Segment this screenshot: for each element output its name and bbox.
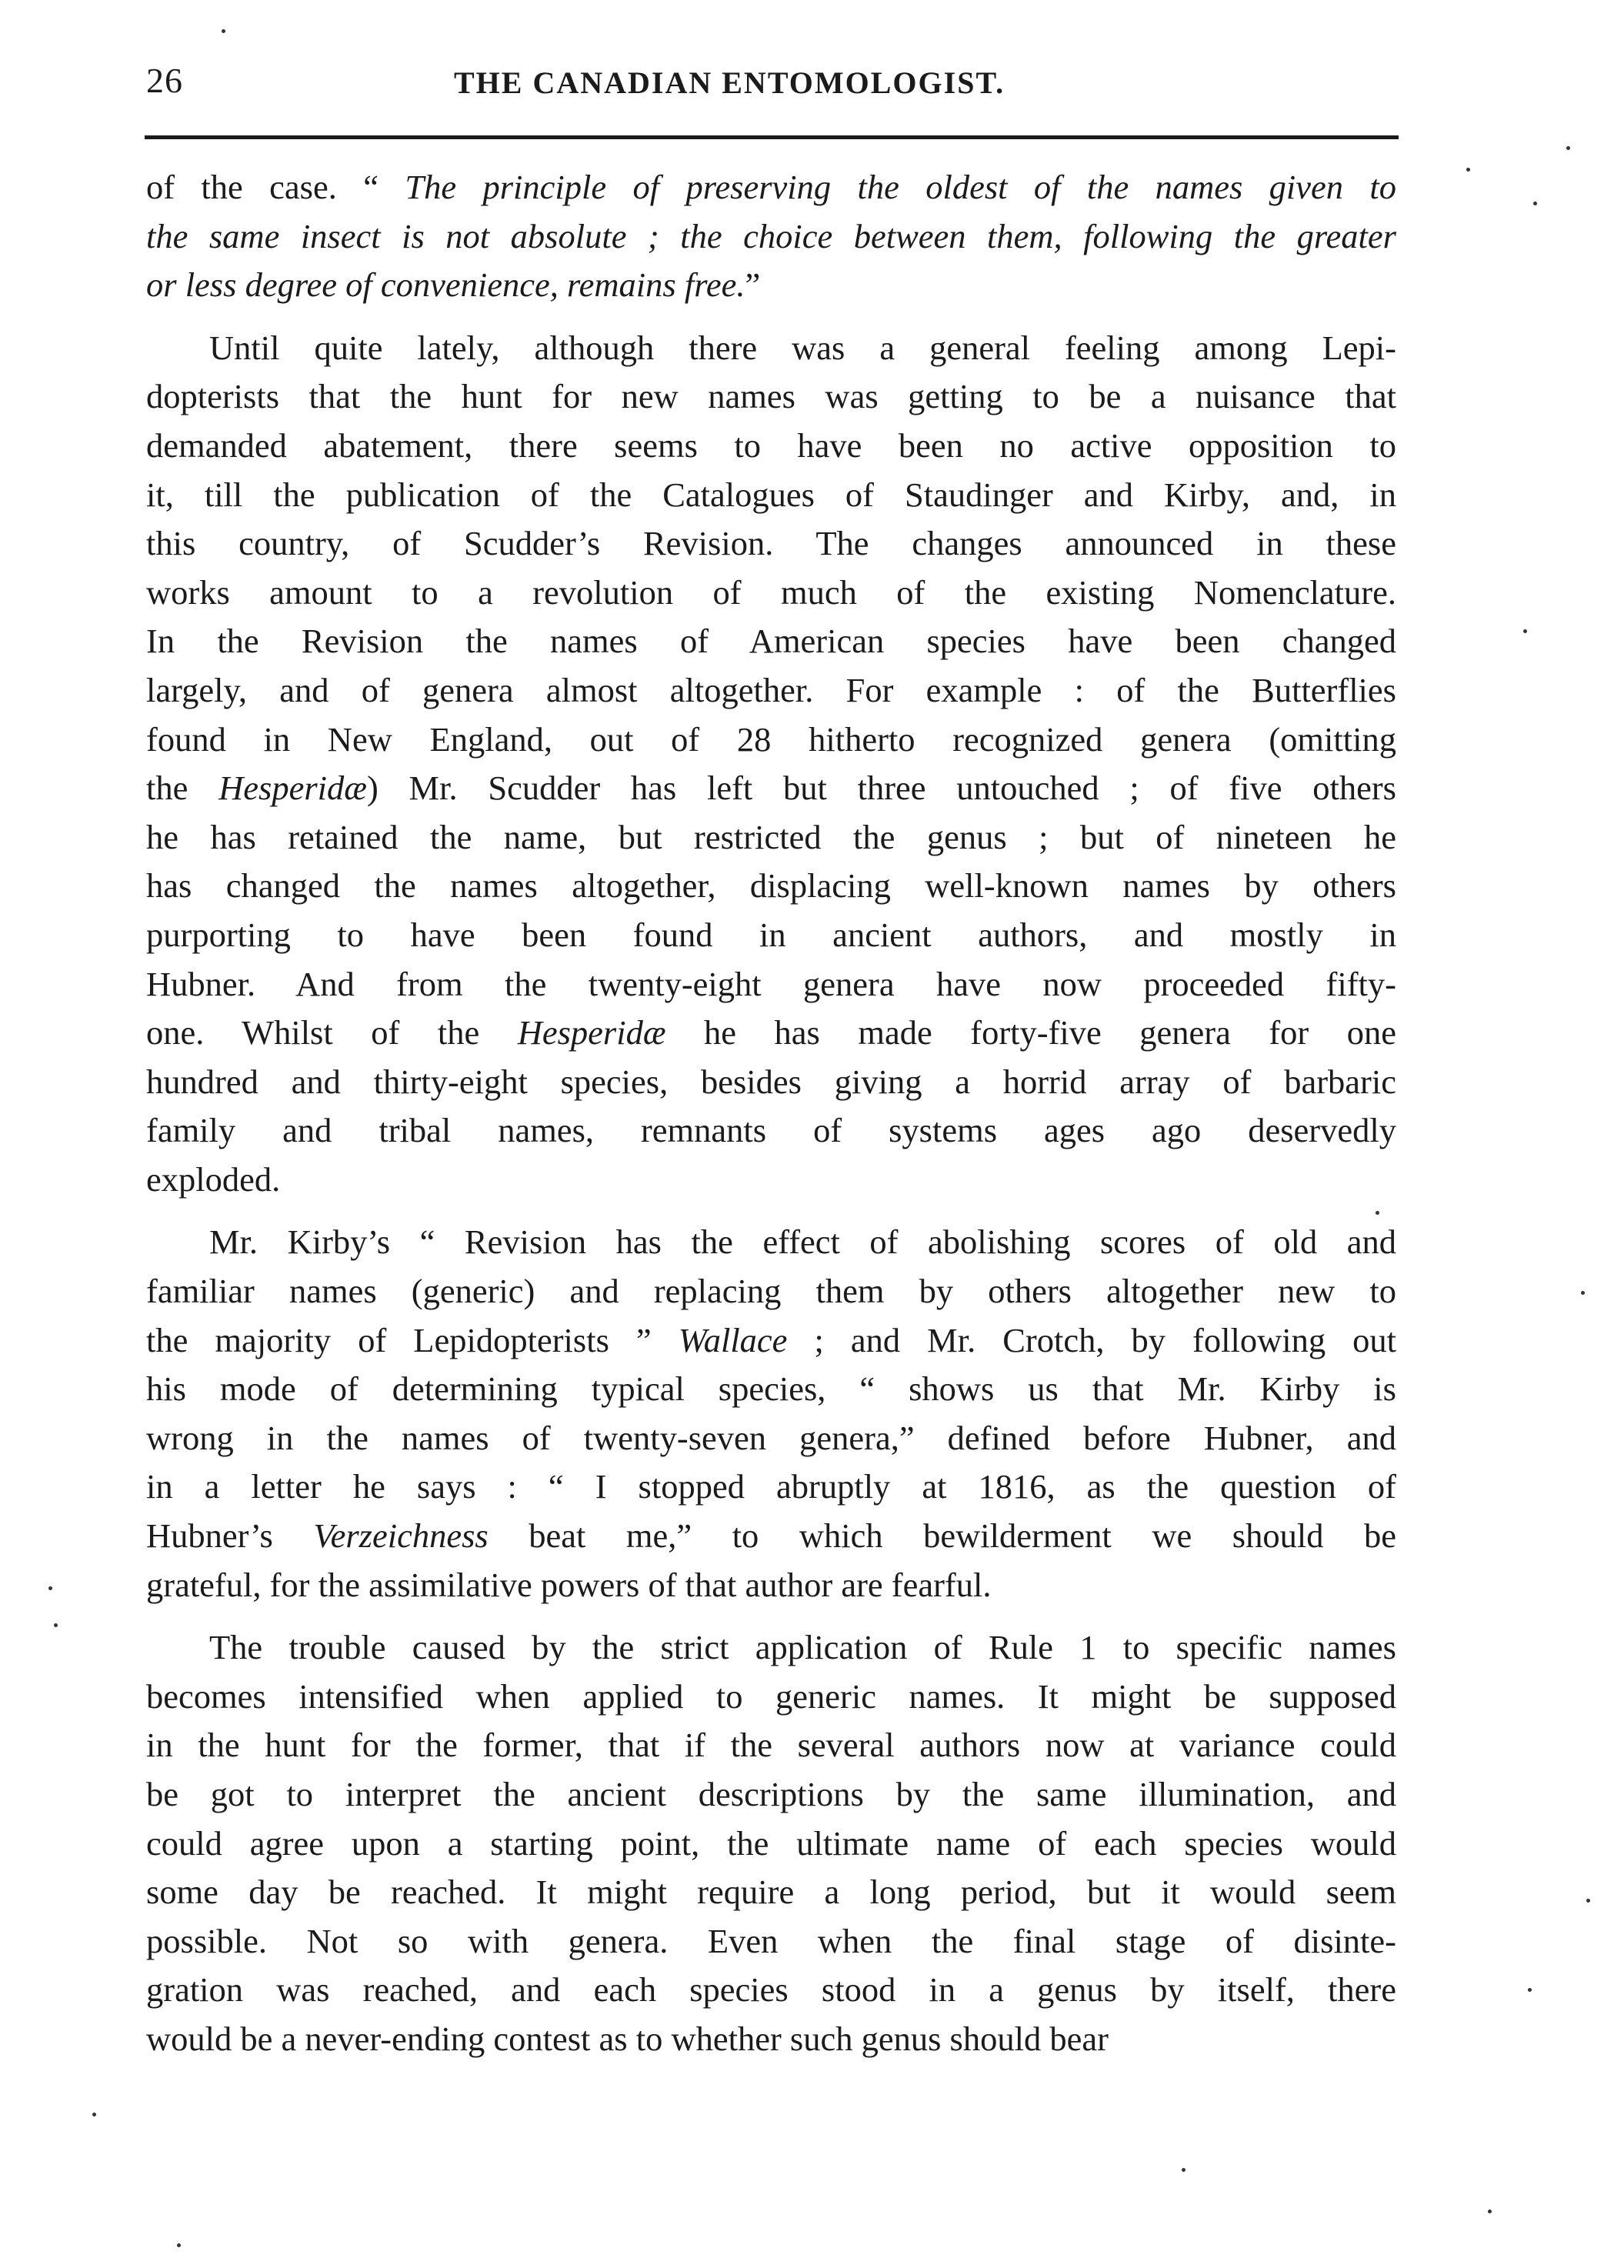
- text-run: works amount to a revolution of much of the existing Nomenclature.: [146, 572, 1396, 612]
- scan-speck: [92, 2113, 96, 2116]
- text-run: family and tribal names, remnants of systems ages ago deservedly: [146, 1111, 1396, 1150]
- text-run: exploded.: [146, 1159, 281, 1199]
- text-run: found in New England, out of 28 hitherto recognized genera (omitting: [146, 719, 1396, 759]
- scan-speck: [1533, 202, 1537, 205]
- paragraph: [146, 1623, 1396, 2063]
- scan-speck: [1528, 1988, 1532, 1992]
- scan-speck: [54, 1623, 58, 1627]
- text-run: would be a never-ending contest as to whether such genus should bear: [146, 2019, 1109, 2058]
- text-run: in the hunt for the former, that if the several authors now at variance could: [146, 1726, 1396, 1765]
- text-line: [146, 1819, 1396, 1869]
- paragraph: [146, 163, 1396, 310]
- text-run: has changed the names altogether, displacing well-known names by others: [146, 866, 1396, 906]
- text-run: beat me,” to which bewilderment we should be: [488, 1516, 1396, 1556]
- italic-text: the same insect is not absolute ; the choice between them, following the greater: [146, 216, 1396, 255]
- text-line: [146, 1414, 1396, 1463]
- text-line: [146, 212, 1396, 262]
- scan-speck: [1523, 629, 1527, 633]
- italic-text: Hesperidæ: [517, 1013, 666, 1052]
- scan-speck: [1566, 146, 1570, 150]
- text-run: dopterists that the hunt for new names was getting to be a nuisance that: [146, 377, 1396, 416]
- paragraph-gap: [146, 310, 1396, 324]
- text-line: [146, 666, 1396, 715]
- text-run: grateful, for the assimilative powers of that author are fearful.: [146, 1565, 992, 1604]
- text-run: demanded abatement, there seems to have been no active opposition to: [146, 425, 1396, 465]
- text-run: The trouble caused by the strict application of Rule 1 to specific names: [209, 1628, 1396, 1667]
- text-line: [146, 163, 1396, 212]
- scan-speck: [1376, 1211, 1379, 1215]
- text-line: [146, 911, 1396, 960]
- italic-text: The principle of preserving the oldest of the names given to: [405, 168, 1396, 206]
- text-run: ) Mr. Scudder has left but three untouched ; of five others: [366, 769, 1397, 808]
- paragraph-gap: [146, 1609, 1396, 1623]
- header-rule: [145, 135, 1399, 139]
- text-line: [146, 862, 1396, 911]
- body-text: [146, 163, 1396, 2064]
- text-line: [146, 1770, 1396, 1819]
- text-run: purporting to have been found in ancient authors, and mostly in: [146, 915, 1396, 954]
- scan-speck: [222, 29, 225, 33]
- text-line: [146, 617, 1396, 666]
- text-line: [146, 813, 1396, 862]
- scan-speck: [1466, 168, 1470, 172]
- text-run: Until quite lately, although there was a general feeling among Lepi-: [209, 328, 1396, 367]
- text-run: the: [146, 769, 219, 808]
- text-run: becomes intensified when applied to generic names. It might be supposed: [146, 1676, 1396, 1716]
- text-run: familiar names (generic) and replacing them by others altogether new to: [146, 1272, 1396, 1311]
- text-line: [146, 1917, 1396, 1966]
- italic-text: or less degree of convenience, remains free.: [146, 265, 745, 305]
- text-line: [146, 1267, 1396, 1316]
- text-run: it, till the publication of the Catalogues of Staudinger and Kirby, and, in: [146, 475, 1396, 514]
- text-line: [146, 1463, 1396, 1512]
- text-run: wrong in the names of twenty-seven genera,” defined before Hubner, and: [146, 1418, 1396, 1457]
- text-line: [146, 1156, 1396, 1205]
- text-line: [146, 715, 1396, 765]
- text-line: [146, 1106, 1396, 1156]
- text-line: [146, 471, 1396, 520]
- text-line: [146, 422, 1396, 471]
- page-header: [146, 60, 1396, 109]
- text-run: the majority of Lepidopterists ”: [146, 1320, 679, 1359]
- text-run: Mr. Kirby’s “ Revision has the effect of abolishing scores of old and: [209, 1222, 1396, 1262]
- scan-speck: [48, 1586, 52, 1590]
- text-run: ”: [745, 265, 761, 305]
- text-run: of the case. “: [146, 168, 405, 206]
- text-line: [146, 960, 1396, 1009]
- text-run: be got to interpret the ancient descriptions by the same illumination, and: [146, 1775, 1396, 1813]
- text-line: [146, 1721, 1396, 1770]
- text-run: ; and Mr. Crotch, by following out: [787, 1320, 1396, 1359]
- text-line: [146, 519, 1396, 569]
- text-line: [146, 764, 1396, 813]
- text-run: his mode of determining typical species, “ shows us that Mr. Kirby is: [146, 1369, 1396, 1409]
- scan-speck: [1488, 2210, 1492, 2213]
- text-run: hundred and thirty-eight species, besides giving a horrid array of barbaric: [146, 1062, 1396, 1101]
- running-title: THE CANADIAN ENTOMOLOGIST.: [454, 65, 1005, 100]
- text-run: one. Whilst of the: [146, 1013, 518, 1052]
- text-line: [146, 1868, 1396, 1917]
- text-line: [146, 2015, 1396, 2064]
- scan-speck: [177, 2243, 181, 2247]
- text-run: largely, and of genera almost altogether. For example : of the Butterflies: [146, 670, 1396, 709]
- text-run: possible. Not so with genera. Even when the final stage of disinte-: [146, 1921, 1396, 1960]
- text-run: he has retained the name, but restricted the genus ; but of nineteen he: [146, 817, 1396, 856]
- page-number: 26: [146, 61, 183, 100]
- text-line: [146, 1365, 1396, 1414]
- scan-speck: [1182, 2168, 1185, 2172]
- text-line: [146, 1623, 1396, 1673]
- text-line: [146, 1512, 1396, 1561]
- text-run: Hubner’s: [146, 1516, 314, 1556]
- text-line: [146, 1561, 1396, 1610]
- text-run: Hubner. And from the twenty-eight genera have now proceeded fifty-: [146, 964, 1396, 1003]
- scan-speck: [1581, 1291, 1585, 1295]
- italic-text: Verzeichness: [313, 1516, 489, 1556]
- text-run: in a letter he says : “ I stopped abruptly at 1816, as the question of: [146, 1467, 1396, 1506]
- text-run: some day be reached. It might require a long period, but it would seem: [146, 1873, 1396, 1912]
- text-line: [146, 1966, 1396, 2015]
- text-line: [146, 324, 1396, 373]
- paragraph: [146, 324, 1396, 1205]
- paragraph: [146, 1218, 1396, 1609]
- text-line: [146, 1009, 1396, 1058]
- italic-text: Hesperidæ: [218, 769, 367, 808]
- paragraph-gap: [146, 1204, 1396, 1218]
- text-line: [146, 1673, 1396, 1722]
- text-line: [146, 1058, 1396, 1107]
- text-line: [146, 569, 1396, 618]
- text-line: [146, 1316, 1396, 1366]
- text-line: [146, 372, 1396, 422]
- text-line: [146, 261, 1396, 310]
- italic-text: Wallace: [678, 1320, 788, 1359]
- text-run: this country, of Scudder’s Revision. The changes announced in these: [146, 524, 1396, 563]
- text-run: gration was reached, and each species stood in a genus by itself, there: [146, 1970, 1396, 2010]
- text-run: In the Revision the names of American species have been changed: [146, 622, 1396, 661]
- text-run: could agree upon a starting point, the ultimate name of each species would: [146, 1823, 1396, 1863]
- scan-speck: [1586, 1899, 1590, 1903]
- text-run: he has made forty-five genera for one: [665, 1013, 1396, 1052]
- text-line: [146, 1218, 1396, 1267]
